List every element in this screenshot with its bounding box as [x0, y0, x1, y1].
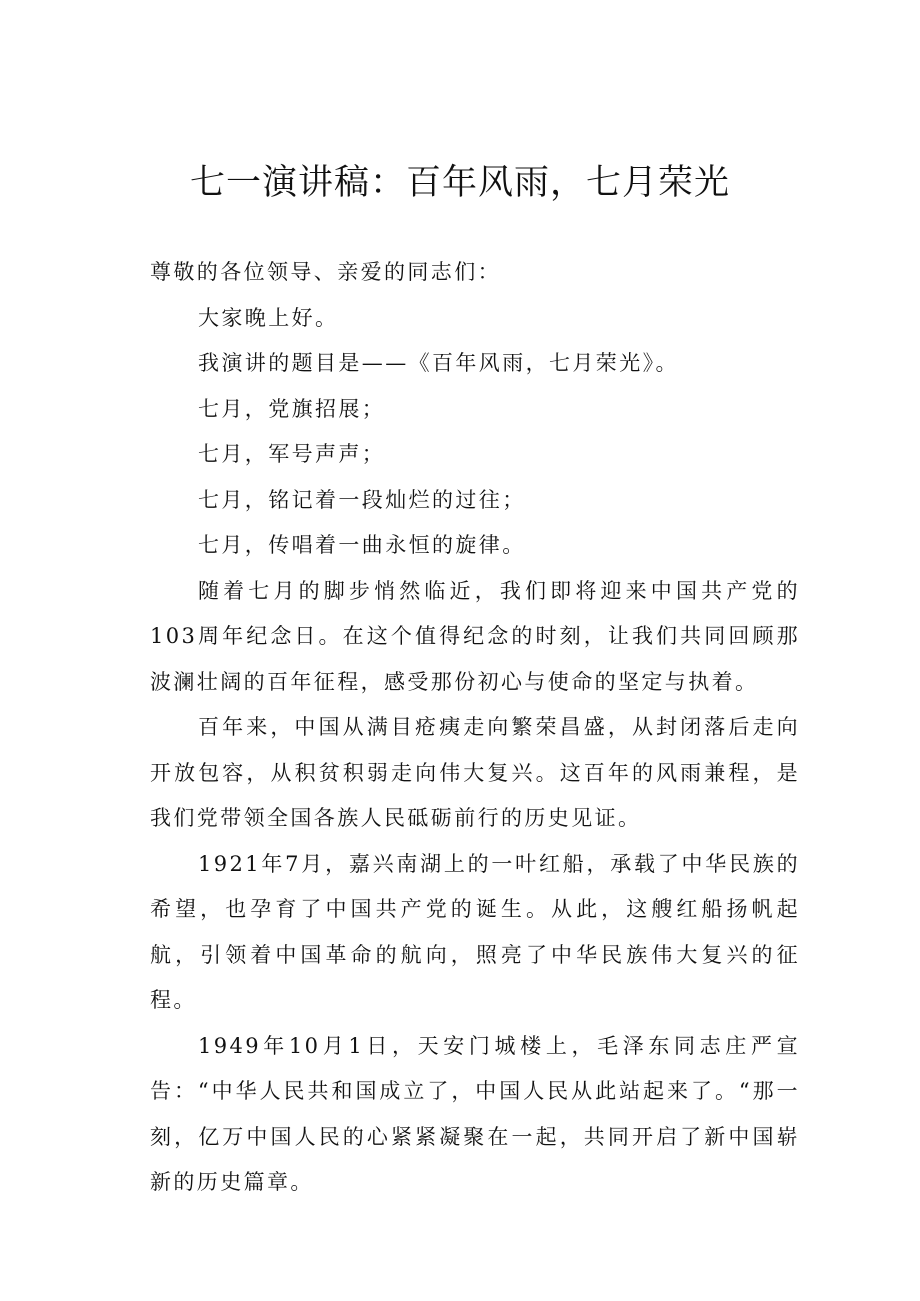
paragraph: 七月，军号声声； [198, 442, 386, 466]
paragraph: 我演讲的题目是——《百年风雨，七月荣光》。 [198, 351, 679, 375]
paragraph: 七月，铭记着一段灿烂的过往； [198, 487, 526, 512]
document-body [150, 250, 800, 1206]
salutation: 尊敬的各位领导、亲爱的同志们： [150, 260, 501, 284]
paragraph: 七月，党旗招展； [198, 396, 386, 421]
paragraph: 七月，传唱着一曲永恒的旋律。 [198, 533, 526, 557]
paragraph: 随着七月的脚步悄然临近，我们即将迎来中国共产党的103周年纪念日。在这个值得纪念的时刻，让我们共同回顾那波澜壮阔的百年征程，感受那份初心与使命的坚定与执着。 [150, 578, 800, 694]
document-title: 七一演讲稿：百年风雨，七月荣光 [189, 163, 730, 203]
paragraph: 1949年10月1日，天安门城楼上，毛泽东同志庄严宣告：“中华人民共和国成立了，中国人民从此站起来了。“那一刻，亿万中国人民的心紧紧凝聚在一起，共同开启了新中国崭新的历史篇章。 [150, 1033, 800, 1194]
paragraph: 大家晚上好。 [198, 305, 339, 330]
paragraph: 百年来，中国从满目疮痍走向繁荣昌盛，从封闭落后走向开放包容，从积贫积弱走向伟大复兴。这百年的风雨兼程，是我们党带领全国各族人民砥砺前行的历史见证。 [150, 715, 800, 830]
paragraph: 1921年7月，嘉兴南湖上的一叶红船，承载了中华民族的希望，也孕育了中国共产党的诞生。从此，这艘红船扬帆起航，引领着中国革命的航向，照亮了中华民族伟大复兴的征程。 [150, 851, 800, 1012]
